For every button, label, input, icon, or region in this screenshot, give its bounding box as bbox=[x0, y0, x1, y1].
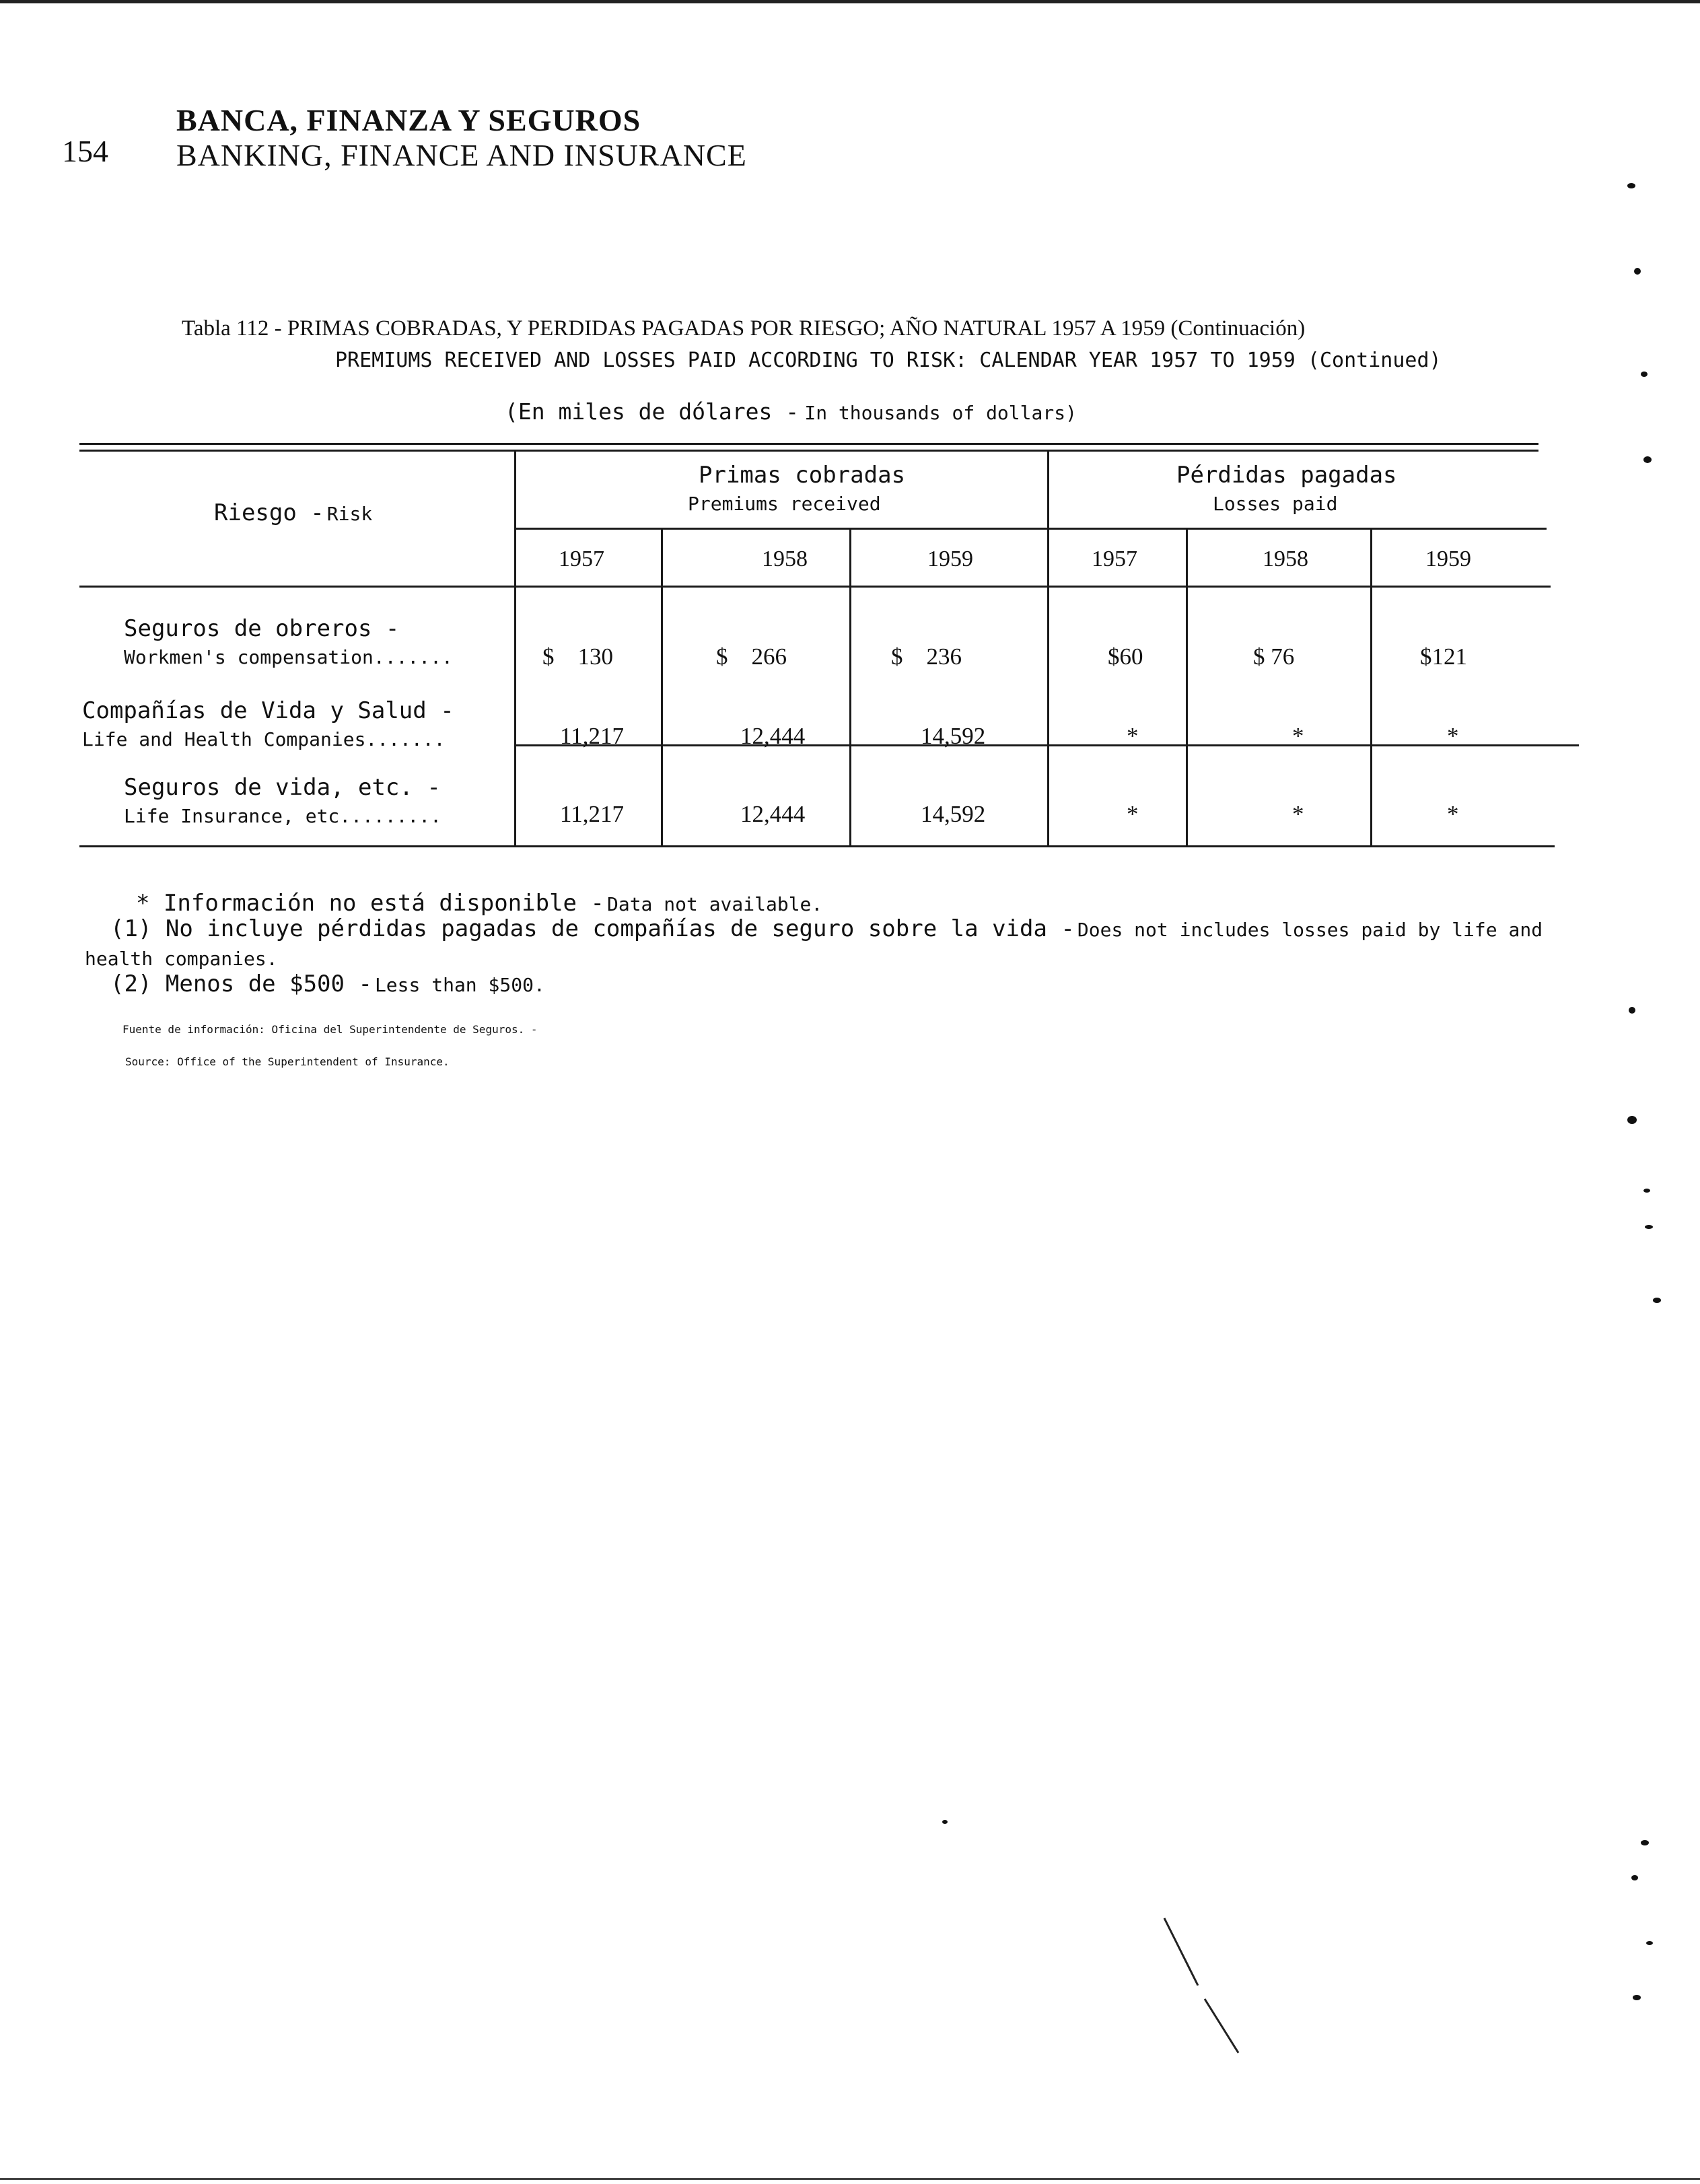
footnote-star-en: Data not available. bbox=[606, 893, 823, 915]
units-en: In thousands of dollars) bbox=[804, 402, 1077, 424]
row-label-es: Compañías de Vida y Salud - bbox=[82, 697, 454, 724]
col-divider-losses bbox=[1047, 450, 1049, 847]
bottom-border-rule bbox=[0, 2178, 1700, 2180]
col-divider-1959 bbox=[849, 528, 851, 847]
footnote-1-en-continued: health companies. bbox=[85, 948, 278, 970]
table-top-rule bbox=[79, 443, 1538, 445]
header-bottom-rule bbox=[79, 586, 1551, 588]
table-bottom-rule bbox=[79, 845, 1555, 847]
premiums-header-en: Premiums received bbox=[688, 493, 881, 515]
footnote-1-en: Does not includes losses paid by life and bbox=[1077, 919, 1543, 941]
table-cell: * bbox=[1447, 801, 1459, 827]
risk-header-en: Risk bbox=[326, 503, 373, 525]
scan-speck bbox=[1641, 1840, 1649, 1845]
table-cell: $60 bbox=[1108, 643, 1143, 670]
footnote-star-es: * Información no está disponible - bbox=[136, 890, 604, 917]
section-title-es: BANCA, FINANZA Y SEGUROS bbox=[176, 103, 641, 137]
table-cell: $ 266 bbox=[716, 643, 787, 670]
row-label-es: Seguros de vida, etc. - bbox=[124, 774, 441, 801]
year-header: 1959 bbox=[1425, 547, 1471, 571]
table-cell: * bbox=[1127, 723, 1139, 749]
scan-speck bbox=[1633, 1995, 1641, 2000]
col-divider-l1959 bbox=[1370, 528, 1372, 847]
footnote-star bbox=[136, 890, 822, 917]
col-divider-1958 bbox=[661, 528, 663, 847]
scan-speck bbox=[1645, 1225, 1653, 1229]
losses-header-es: Pérdidas pagadas bbox=[1176, 462, 1397, 489]
col-divider-l1958 bbox=[1186, 528, 1188, 847]
risk-header bbox=[214, 499, 372, 526]
premiums-header-es: Primas cobradas bbox=[699, 462, 906, 489]
footnote-2 bbox=[110, 971, 545, 997]
year-header: 1958 bbox=[762, 547, 808, 571]
row-label-en: Workmen's compensation....... bbox=[124, 646, 453, 668]
table-cell: 14,592 bbox=[921, 801, 986, 827]
footnote-2-es: (2) Menos de $500 - bbox=[110, 971, 372, 997]
row-label-en: Life and Health Companies....... bbox=[82, 728, 446, 750]
scan-speck bbox=[1631, 1875, 1638, 1880]
footnote-1-es: (1) No incluye pérdidas pagadas de compañías de seguro sobre la vida - bbox=[110, 915, 1075, 942]
table-cell: $ 76 bbox=[1253, 643, 1295, 670]
table-title-es: Tabla 112 - PRIMAS COBRADAS, Y PERDIDAS PAGADAS POR RIESGO; AÑO NATURAL 1957 A 1959 (Continuación) bbox=[182, 316, 1306, 341]
year-header: 1958 bbox=[1263, 547, 1308, 571]
table-cell: 12,444 bbox=[740, 723, 806, 749]
top-border-rule bbox=[0, 0, 1700, 3]
year-header: 1957 bbox=[559, 547, 604, 571]
units-es: (En miles de dólares - bbox=[505, 398, 800, 425]
year-header: 1957 bbox=[1092, 547, 1137, 571]
scan-speck bbox=[1641, 372, 1648, 377]
table-cell: 12,444 bbox=[740, 801, 806, 827]
year-header: 1959 bbox=[927, 547, 973, 571]
scan-speck bbox=[942, 1820, 948, 1824]
table-cell: $ 130 bbox=[542, 643, 613, 670]
footnote-1 bbox=[110, 915, 1543, 942]
page-number: 154 bbox=[62, 134, 108, 168]
table-cell: 14,592 bbox=[921, 723, 986, 749]
source-en: Source: Office of the Superintendent of Insurance. bbox=[125, 1055, 450, 1068]
header-split-rule bbox=[516, 528, 1547, 530]
table-cell: * bbox=[1447, 723, 1459, 749]
scan-speck bbox=[1653, 1298, 1661, 1303]
table-cell: 11,217 bbox=[560, 723, 624, 749]
scan-speck bbox=[1643, 456, 1652, 463]
scan-speck bbox=[1643, 1189, 1650, 1193]
table-cell: $ 236 bbox=[891, 643, 962, 670]
footnote-2-en: Less than $500. bbox=[374, 974, 545, 996]
row-label-en: Life Insurance, etc......... bbox=[124, 805, 442, 827]
table-cell: 11,217 bbox=[560, 801, 624, 827]
table-title-en: PREMIUMS RECEIVED AND LOSSES PAID ACCORDING TO RISK: CALENDAR YEAR 1957 TO 1959 (Continued) bbox=[335, 349, 1442, 372]
table-cell: * bbox=[1127, 801, 1139, 827]
scan-speck bbox=[1627, 183, 1635, 188]
losses-header-en: Losses paid bbox=[1213, 493, 1338, 515]
scan-speck bbox=[1629, 1007, 1635, 1014]
table-cell: $121 bbox=[1420, 643, 1467, 670]
scan-speck bbox=[1646, 1941, 1653, 1945]
row-label-es: Seguros de obreros - bbox=[124, 615, 400, 642]
section-title-en: BANKING, FINANCE AND INSURANCE bbox=[176, 138, 747, 172]
scan-stroke bbox=[1158, 1911, 1252, 2066]
scan-speck bbox=[1627, 1116, 1637, 1124]
table-cell: * bbox=[1292, 723, 1304, 749]
risk-header-es: Riesgo - bbox=[214, 499, 324, 526]
table-cell: * bbox=[1292, 801, 1304, 827]
col-divider-risk bbox=[514, 450, 516, 847]
footnote-1-continued bbox=[85, 948, 278, 970]
table-units bbox=[505, 398, 1077, 425]
source-es: Fuente de información: Oficina del Superintendente de Seguros. - bbox=[122, 1023, 538, 1036]
table-top-rule-2 bbox=[79, 450, 1538, 452]
scan-speck bbox=[1634, 268, 1641, 275]
